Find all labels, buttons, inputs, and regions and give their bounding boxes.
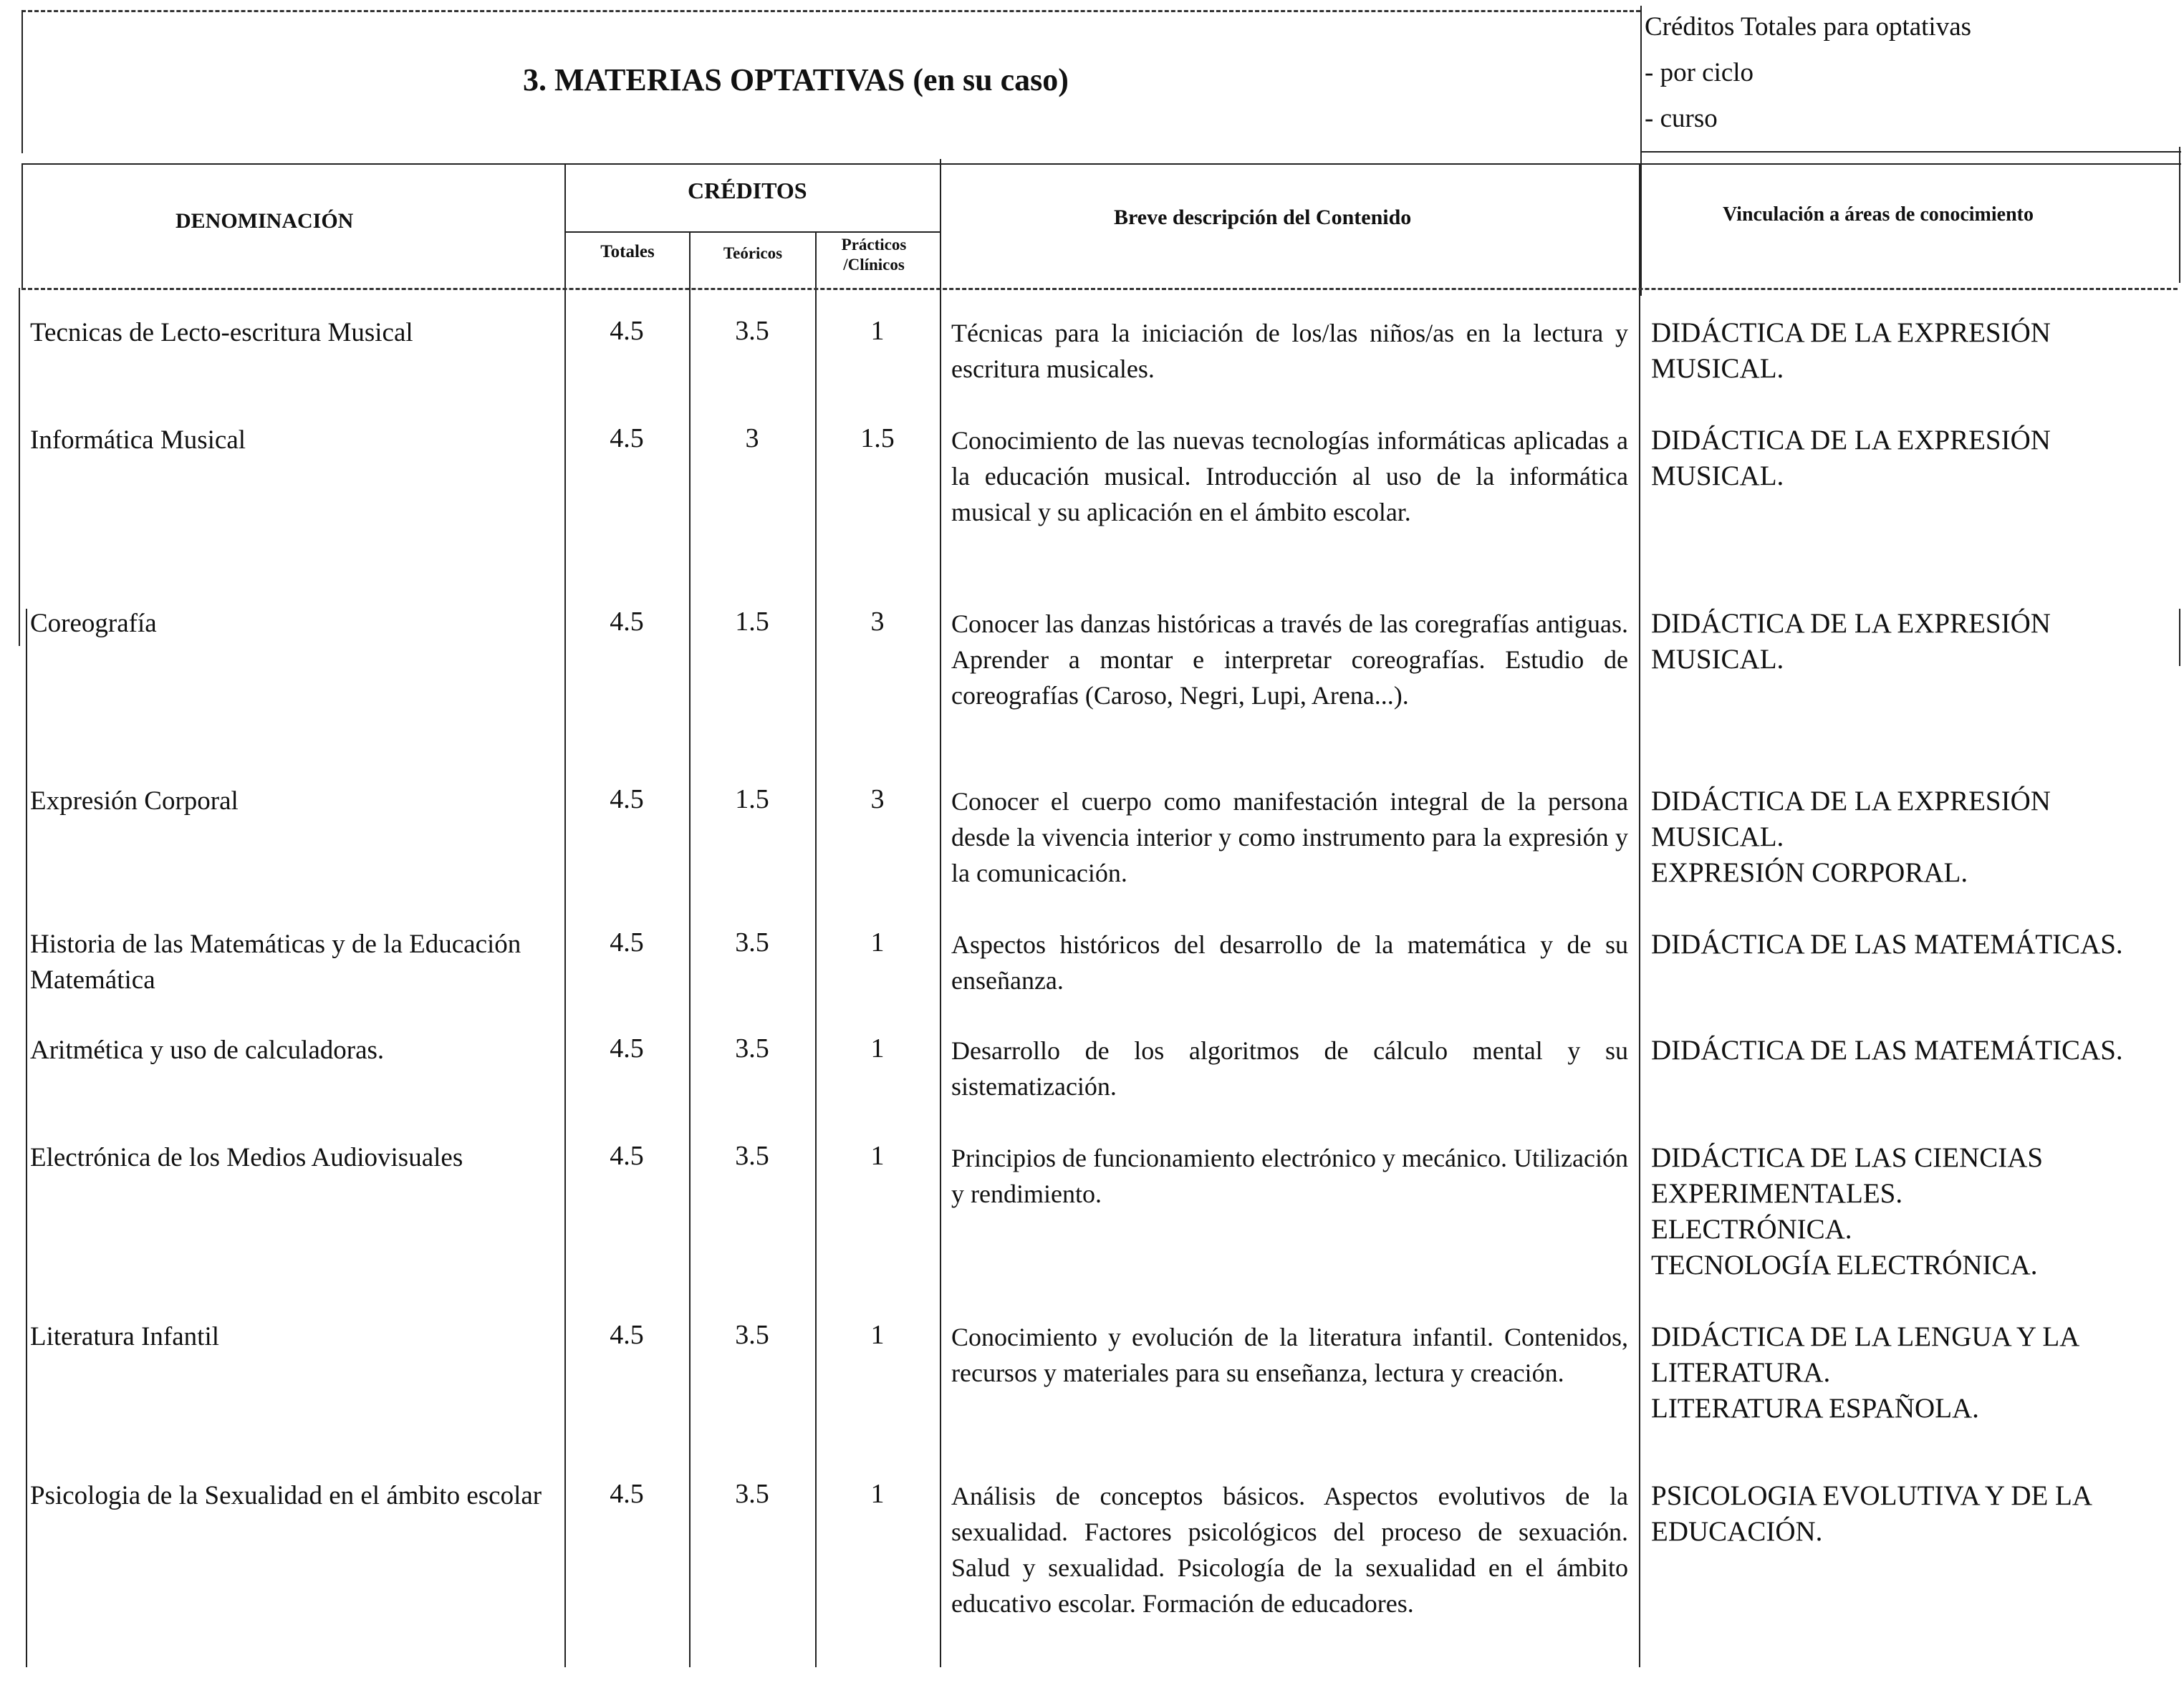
row-teoricos: 3.5: [735, 927, 769, 958]
row-area: MUSICAL.: [1651, 644, 1784, 675]
row-area: DIDÁCTICA DE LAS CIENCIAS: [1651, 1142, 2044, 1173]
row-areas: [1651, 1140, 2181, 1283]
row-description: Conocimiento y evolución de la literatura infantil. Contenidos, recursos y materiales para su enseñanza, lectura y creación.: [951, 1323, 1628, 1387]
info-box-bottom: [1640, 151, 2181, 153]
row-area: DIDÁCTICA DE LAS MATEMÁTICAS.: [1651, 929, 2123, 960]
row-teoricos: 3: [745, 423, 759, 453]
row-totales: 4.5: [610, 784, 644, 814]
row-totales: 4.5: [610, 1479, 644, 1509]
row-area: MUSICAL.: [1651, 353, 1784, 384]
row-area: DIDÁCTICA DE LA LENGUA Y LA: [1651, 1321, 2080, 1352]
header-bottom-border: [21, 288, 2178, 290]
col-line-5: [1639, 163, 1640, 1667]
row-totales: 4.5: [610, 1141, 644, 1171]
row-area: MUSICAL.: [1651, 460, 1784, 491]
row-areas: [1651, 783, 2181, 891]
credits-info-line: - curso: [1645, 104, 1718, 133]
credits-info: [1645, 4, 1971, 142]
row-teoricos: 1.5: [735, 784, 769, 814]
left-border-body-b: [26, 609, 27, 1667]
row-description: Desarrollo de los algoritmos de cálculo mental y su sistematización.: [951, 1036, 1628, 1101]
col-header-teoricos: Teóricos: [723, 244, 783, 262]
row-area: EXPERIMENTALES.: [1651, 1178, 1903, 1209]
row-practicos: 1: [870, 1141, 885, 1171]
right-border-head: [2179, 147, 2180, 283]
row-description: Análisis de conceptos básicos. Aspectos evolutivos de la sexualidad. Factores psicológicos del proceso de sexuación. Salud y sexualidad. Psicología de la sexualidad en el ámbito educativo escolar. Formación de educadores.: [951, 1482, 1628, 1618]
row-description: Técnicas para la iniciación de los/las niños/as en la lectura y escritura musicales.: [951, 319, 1628, 383]
row-practicos: 1: [870, 1320, 885, 1350]
col-header-vinculacion: Vinculación a áreas de conocimiento: [1723, 203, 2034, 226]
row-name: Coreografía: [30, 609, 157, 638]
row-name: Expresión Corporal: [30, 786, 239, 816]
left-border-body-a: [19, 288, 20, 646]
row-practicos: 3: [870, 607, 885, 637]
row-areas: [1651, 927, 2181, 963]
header-row-top: [21, 163, 2181, 165]
row-area: DIDÁCTICA DE LA EXPRESIÓN: [1651, 317, 2051, 348]
row-area: DIDÁCTICA DE LA EXPRESIÓN: [1651, 608, 2051, 639]
row-totales: 4.5: [610, 423, 644, 453]
row-area: ELECTRÓNICA.: [1651, 1214, 1852, 1245]
credits-info-line: Créditos Totales para optativas: [1645, 12, 1972, 42]
row-areas: [1651, 1319, 2181, 1427]
col-line-1: [564, 163, 566, 1667]
row-name: Informática Musical: [30, 425, 246, 455]
row-teoricos: 1.5: [735, 607, 769, 637]
row-area: LITERATURA.: [1651, 1357, 1831, 1388]
row-description: Principios de funcionamiento electrónico y mecánico. Utilización y rendimiento.: [951, 1144, 1628, 1208]
creditos-subline: [564, 231, 941, 233]
row-practicos: 1.5: [860, 423, 895, 453]
row-area: EDUCACIÓN.: [1651, 1516, 1823, 1547]
left-border-head: [21, 163, 23, 289]
row-teoricos: 3.5: [735, 1033, 769, 1063]
row-name: Electrónica de los Medios Audiovisuales: [30, 1143, 463, 1172]
row-area: TECNOLOGÍA ELECTRÓNICA.: [1651, 1250, 2038, 1280]
row-teoricos: 3.5: [735, 1320, 769, 1350]
row-name: Tecnicas de Lecto-escritura Musical: [30, 318, 413, 347]
row-name: Aritmética y uso de calculadoras.: [30, 1036, 385, 1065]
row-totales: 4.5: [610, 316, 644, 346]
row-areas: [1651, 1478, 2181, 1550]
row-area: LITERATURA ESPAÑOLA.: [1651, 1393, 1979, 1424]
row-areas: [1651, 423, 2181, 494]
row-teoricos: 3.5: [735, 316, 769, 346]
row-name: Historia de las Matemáticas y de la Educación Matemática: [30, 930, 521, 995]
row-areas: [1651, 606, 2181, 677]
col-header-descripcion: Breve descripción del Contenido: [1114, 206, 1412, 229]
row-teoricos: 3.5: [735, 1141, 769, 1171]
row-practicos: 1: [870, 927, 885, 958]
row-totales: 4.5: [610, 1033, 644, 1063]
col-header-denominacion: DENOMINACIÓN: [175, 209, 354, 233]
row-totales: 4.5: [610, 927, 644, 958]
row-totales: 4.5: [610, 607, 644, 637]
col-header-practicos: Prácticos /Clínicos: [841, 236, 907, 274]
credits-info-line: - por ciclo: [1645, 58, 1754, 87]
row-name: Psicologia de la Sexualidad en el ámbito escolar: [30, 1481, 542, 1510]
row-area: EXPRESIÓN CORPORAL.: [1651, 857, 1968, 888]
page-title: 3. MATERIAS OPTATIVAS (en su caso): [523, 62, 1069, 97]
row-area: DIDÁCTICA DE LA EXPRESIÓN: [1651, 425, 2051, 455]
row-practicos: 3: [870, 784, 885, 814]
row-totales: 4.5: [610, 1320, 644, 1350]
row-name: Literatura Infantil: [30, 1322, 220, 1351]
row-description: Conocimiento de las nuevas tecnologías informáticas aplicadas a la educación musical. Introducción al uso de la informática musical y su aplicación en el ámbito escolar.: [951, 426, 1628, 526]
row-practicos: 1: [870, 1479, 885, 1509]
row-areas: [1651, 1033, 2181, 1069]
row-areas: [1651, 315, 2181, 387]
row-area: MUSICAL.: [1651, 821, 1784, 852]
row-practicos: 1: [870, 316, 885, 346]
row-practicos: 1: [870, 1033, 885, 1063]
col-line-2: [689, 231, 691, 1667]
col-header-creditos: CRÉDITOS: [688, 178, 807, 203]
row-area: DIDÁCTICA DE LAS MATEMÁTICAS.: [1651, 1035, 2123, 1066]
row-teoricos: 3.5: [735, 1479, 769, 1509]
row-description: Conocer el cuerpo como manifestación integral de la persona desde la vivencia interior y como instrumento para la expresión y la comunicación.: [951, 787, 1628, 887]
col-line-4: [940, 159, 941, 1667]
row-description: Conocer las danzas históricas a través de las coregrafías antiguas. Aprender a montar e interpretar coreografías. Estudio de coreografías (Caroso, Negri, Lupi, Arena...).: [951, 609, 1628, 710]
left-border-top: [21, 10, 23, 153]
row-area: DIDÁCTICA DE LA EXPRESIÓN: [1651, 786, 2051, 816]
row-description: Aspectos históricos del desarrollo de la matemática y de su enseñanza.: [951, 930, 1628, 995]
row-area: PSICOLOGIA EVOLUTIVA Y DE LA: [1651, 1480, 2093, 1511]
col-header-totales: Totales: [600, 242, 655, 261]
top-border: [21, 10, 1640, 12]
